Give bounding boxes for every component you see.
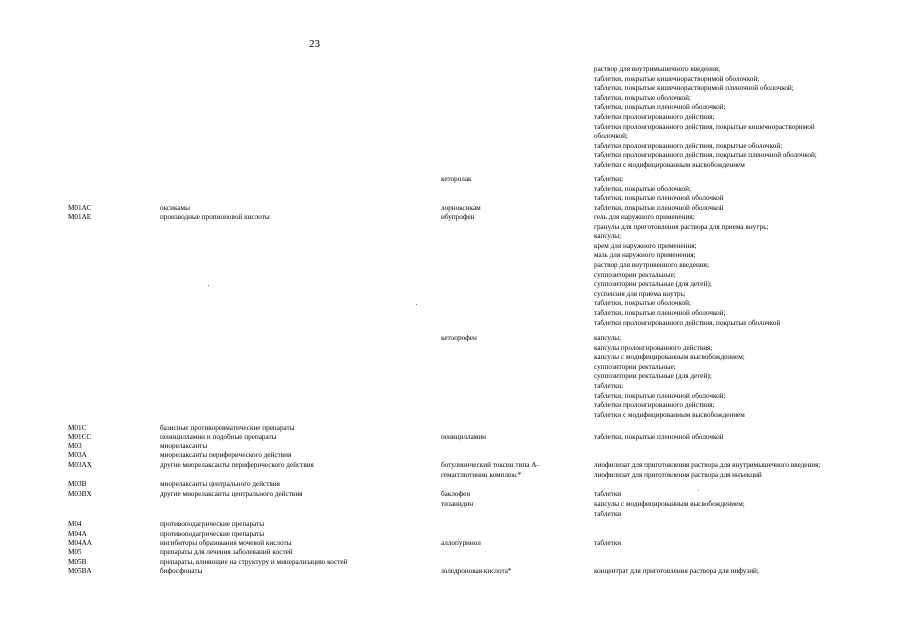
ketorolac-forms xyxy=(594,175,724,204)
atc-code-m04: M04 xyxy=(68,520,82,528)
drug-lornoxicam: лорноксикам xyxy=(441,204,481,212)
atc-name-m03: миорелаксанты xyxy=(160,442,208,450)
form-line: таблетки, покрытые пленочной оболочкой; xyxy=(594,308,726,317)
form-line: таблетки, покрытые кишечнорастворимой оболочкой; xyxy=(594,74,760,83)
atc-name-m01cc: пеницилламин и подобные препараты xyxy=(160,433,277,441)
atc-name-m01ac: оксикамы xyxy=(160,204,190,212)
form-line: таблетки пролонгированного действия; xyxy=(594,401,715,410)
atc-name-m04aa: ингибиторы образования мочевой кислоты xyxy=(160,539,292,547)
form-line: таблетки, покрытые оболочкой; xyxy=(594,93,691,102)
atc-name-m05ba: бифосфонаты xyxy=(160,567,203,575)
drug-botulinum-toxin xyxy=(441,461,539,480)
drug-line: ботулинический токсин типа А- xyxy=(441,461,539,469)
atc-code-m05ba: M05BA xyxy=(68,567,92,575)
atc-code-m03b: M03B xyxy=(68,480,87,488)
form-line: гель для наружного применения; xyxy=(594,213,695,221)
form-line: таблетки пролонгированного действия, покрытые пленочной оболочкой; xyxy=(594,151,817,160)
atc-code-m03: M03 xyxy=(68,442,82,450)
drug-ketoprofen: кетопрофен xyxy=(441,334,477,342)
form-line: лиофилизат для приготовления раствора для инъекций xyxy=(594,470,762,479)
form-line: таблетки с модифицированным высвобождением xyxy=(594,160,745,169)
atc-name-m04a: противоподагрические препараты xyxy=(160,530,265,538)
form-line: таблетки; xyxy=(594,381,624,390)
dosage-forms-continued xyxy=(594,65,817,171)
form-line: таблетки пролонгированного действия; xyxy=(594,112,715,121)
ketoprofen-forms xyxy=(594,334,745,420)
page-number: 23 xyxy=(309,38,320,50)
atc-code-m03ax: M03AX xyxy=(68,461,92,469)
form-line: таблетки xyxy=(594,509,622,518)
form-line: раствор для внутривенного введения; xyxy=(594,260,709,269)
form-line: капсулы; xyxy=(594,334,622,342)
form-line: суппозитории ректальные (для детей); xyxy=(594,280,712,289)
form-line: капсулы пролонгированного действия; xyxy=(594,343,713,352)
zoledronic-acid-form: концентрат для приготовления раствора для инфузий; xyxy=(594,567,759,575)
form-line: таблетки пролонгированного действия, покрытые оболочкой; xyxy=(594,141,783,150)
scan-speck xyxy=(208,285,209,286)
atc-code-m03a: M03A xyxy=(68,451,87,459)
drug-line: гемагглютинин комплекс* xyxy=(441,470,522,479)
form-line: таблетки; xyxy=(594,175,624,183)
atc-code-m04a: M04A xyxy=(68,530,87,538)
drug-penicillamine: пеницилламин xyxy=(441,433,487,441)
atc-code-m01ac: M01AC xyxy=(68,204,92,212)
drug-allopurinol: аллопуринол xyxy=(441,539,481,547)
form-line: суппозитории ректальные; xyxy=(594,270,676,279)
form-line: оболочкой; xyxy=(594,132,628,141)
drug-ketorolac: кеторолак xyxy=(441,175,472,183)
atc-name-m03b: миорелаксанты центрального действия xyxy=(160,480,280,488)
atc-code-m01ae: M01AE xyxy=(68,213,92,221)
atc-code-m03bx: M03BX xyxy=(68,490,92,498)
atc-name-m05b: препараты, влияющие на структуру и минерализацию костей xyxy=(160,558,348,566)
atc-name-m03bx: другие миорелаксанты центрального действия xyxy=(160,490,303,498)
atc-name-m03a: миорелаксанты периферического действия xyxy=(160,451,292,459)
form-line: суппозитории ректальные; xyxy=(594,362,676,371)
atc-name-m04: противоподагрические препараты xyxy=(160,520,265,528)
form-line: таблетки, покрытые пленочной оболочкой; xyxy=(594,103,726,112)
form-line: раствор для внутримышечного введения; xyxy=(594,65,721,73)
form-line: таблетки пролонгированного действия, покрытые кишечнорастворимой xyxy=(594,122,815,131)
atc-name-m01ae: производные пропионовой кислоты xyxy=(160,213,270,221)
tizanidine-forms xyxy=(594,500,745,519)
ibuprofen-forms xyxy=(594,213,780,328)
form-line: суппозитории ректальные (для детей); xyxy=(594,372,712,381)
form-line: крем для наружного применения; xyxy=(594,241,697,250)
botulinum-toxin-forms xyxy=(594,461,820,480)
atc-code-m01cc: M01CC xyxy=(68,433,92,441)
scan-speck xyxy=(698,490,699,491)
drug-zoledronic-acid: золедроновая кислота* xyxy=(441,567,512,575)
atc-code-m04aa: M04AA xyxy=(68,539,92,547)
form-line: суспензия для приема внутрь; xyxy=(594,289,686,298)
atc-name-m01c: базисные противоревматические препараты xyxy=(160,424,295,432)
form-line: таблетки, покрытые пленочной оболочкой xyxy=(594,194,724,203)
form-line: таблетки, покрытые оболочкой; xyxy=(594,184,691,193)
drug-ibuprofen: ибупрофен xyxy=(441,213,475,221)
drug-tizanidine: тизанидин xyxy=(441,500,474,508)
atc-code-m05b: M05B xyxy=(68,558,87,566)
atc-code-m05: M05 xyxy=(68,548,82,556)
form-line: таблетки, покрытые пленочной оболочкой; xyxy=(594,391,726,400)
baclofen-form: таблетки xyxy=(594,490,622,498)
form-line: гранулы для приготовления раствора для приема внутрь; xyxy=(594,222,769,231)
lornoxicam-form: таблетки, покрытые пленочной оболочкой xyxy=(594,204,724,212)
form-line: мазь для наружного применения; xyxy=(594,251,696,260)
penicillamine-form: таблетки, покрытые пленочной оболочкой xyxy=(594,433,724,441)
scan-speck xyxy=(416,304,417,305)
form-line: таблетки с модифицированным высвобождением xyxy=(594,410,745,419)
form-line: капсулы с модифицированным высвобождением; xyxy=(594,353,745,362)
atc-name-m05: препараты для лечения заболеваний костей xyxy=(160,548,293,556)
form-line: таблетки, покрытые кишечнорастворимой пленочной оболочкой; xyxy=(594,84,794,93)
drug-baclofen: баклофен xyxy=(441,490,471,498)
form-line: таблетки пролонгированного действия, покрытые оболочкой xyxy=(594,318,781,327)
form-line: капсулы с модифицированным высвобождением; xyxy=(594,500,745,508)
allopurinol-form: таблетки xyxy=(594,539,622,547)
form-line: таблетки, покрытые оболочкой; xyxy=(594,299,691,308)
form-line: лиофилизат для приготовления раствора для внутримышечного введения; xyxy=(594,461,821,469)
atc-code-m01c: M01C xyxy=(68,424,87,432)
atc-name-m03ax: другие миорелаксанты периферического действия xyxy=(160,461,314,469)
form-line: капсулы; xyxy=(594,232,622,241)
